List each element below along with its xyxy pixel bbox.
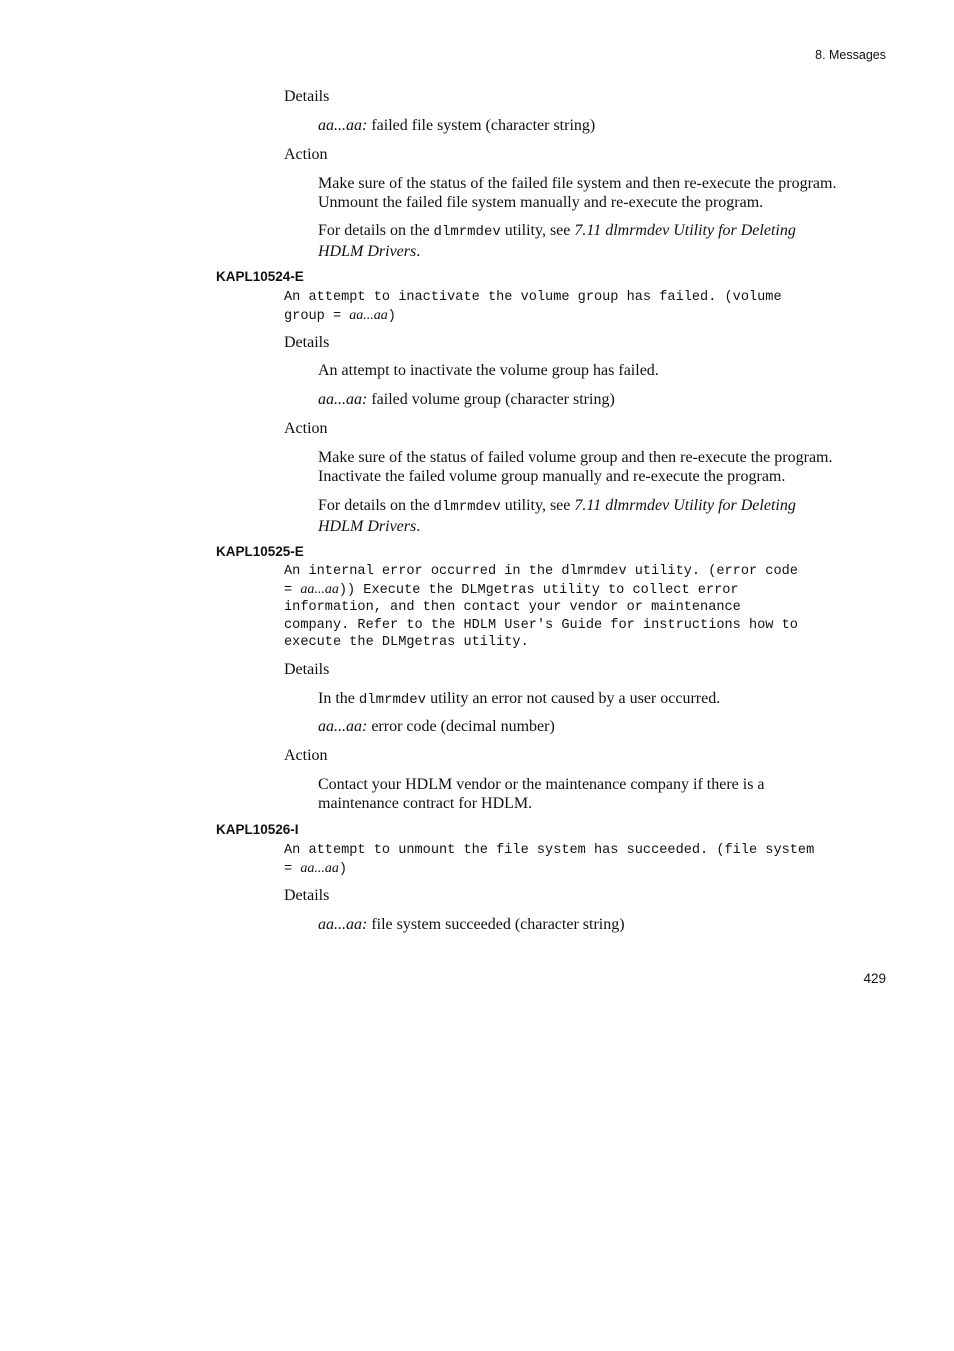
details-text: An attempt to inactivate the volume group has failed. (318, 362, 659, 379)
action-line: Make sure of the status of failed volume group and then re-execute the program. (318, 449, 833, 466)
action-text (318, 174, 898, 212)
details-suffix: utility an error not caused by a user occurred. (426, 690, 721, 707)
message-line: information, and then contact your vendor or maintenance (284, 600, 741, 615)
message-fragment: ) (338, 861, 347, 877)
reference-text (318, 496, 898, 536)
details-variable (318, 116, 898, 135)
message-variable: aa...aa (300, 860, 339, 876)
message-variable: aa...aa (349, 307, 388, 323)
message-line: company. Refer to the HDLM User's Guide for instructions how to (284, 617, 798, 633)
details-variable (318, 717, 898, 736)
reference-prefix: For details on the (318, 497, 434, 514)
action-heading: Action (284, 747, 328, 764)
details-heading: Details (284, 88, 330, 105)
message-fragment: = (284, 582, 301, 598)
action-text (318, 775, 898, 813)
message-code: KAPL10526-I (216, 822, 299, 837)
message-variable: aa...aa (300, 581, 339, 597)
action-heading: Action (284, 146, 328, 163)
command-name: dlmrmdev (358, 692, 427, 708)
variable-name: aa...aa: (318, 718, 368, 735)
details-heading: Details (284, 661, 330, 678)
page-number: 429 (863, 971, 886, 986)
running-header: 8. Messages (815, 48, 886, 62)
message-code: KAPL10524-E (216, 269, 304, 284)
details-heading: Details (284, 887, 330, 904)
message-text (284, 563, 894, 652)
details-prefix: In the (318, 690, 359, 707)
command-name: dlmrmdev (433, 499, 501, 515)
variable-description: failed file system (character string) (367, 117, 596, 134)
reference-end: . (416, 518, 421, 535)
reference-prefix: For details on the (318, 222, 434, 239)
details-text (318, 689, 898, 710)
message-code: KAPL10525-E (216, 544, 304, 559)
reference-end: . (416, 243, 421, 260)
message-text (284, 842, 894, 878)
details-heading: Details (284, 334, 330, 351)
variable-description: file system succeeded (character string) (367, 916, 625, 933)
reference-link[interactable]: HDLM Drivers (318, 243, 417, 260)
message-line: An attempt to inactivate the volume group has failed. (volume (284, 290, 782, 305)
message-line: An attempt to unmount the file system has succeeded. (file system (284, 843, 815, 858)
message-fragment: ) (387, 308, 396, 324)
message-fragment: = (284, 861, 301, 877)
details-variable (318, 390, 898, 409)
variable-name: aa...aa: (318, 916, 368, 933)
message-fragment: group = (284, 308, 350, 324)
variable-name: aa...aa: (318, 391, 368, 408)
variable-description: error code (decimal number) (367, 718, 555, 735)
action-line: Make sure of the status of the failed file system and then re-execute the program. (318, 175, 837, 192)
action-text (318, 448, 898, 486)
action-line: Unmount the failed file system manually and re-execute the program. (318, 194, 764, 211)
action-heading: Action (284, 420, 328, 437)
details-variable (318, 915, 898, 934)
reference-link[interactable]: HDLM Drivers (318, 518, 417, 535)
message-line: An internal error occurred in the dlmrmdev utility. (error code (284, 564, 798, 579)
variable-name: aa...aa: (318, 117, 368, 134)
message-fragment: )) Execute the DLMgetras utility to collect error (338, 582, 739, 598)
command-name: dlmrmdev (433, 224, 501, 240)
action-line: Inactivate the failed volume group manually and re-execute the program. (318, 468, 786, 485)
reference-link[interactable]: 7.11 dlmrmdev Utility for Deleting (574, 497, 796, 514)
action-line: Contact your HDLM vendor or the maintenance company if there is a (318, 776, 765, 793)
reference-link[interactable]: 7.11 dlmrmdev Utility for Deleting (574, 222, 796, 239)
reference-text (318, 221, 898, 261)
reference-mid: utility, see (500, 222, 575, 239)
reference-mid: utility, see (500, 497, 575, 514)
action-line: maintenance contract for HDLM. (318, 795, 533, 812)
message-text (284, 289, 894, 325)
variable-description: failed volume group (character string) (367, 391, 615, 408)
message-line: execute the DLMgetras utility. (284, 635, 529, 650)
